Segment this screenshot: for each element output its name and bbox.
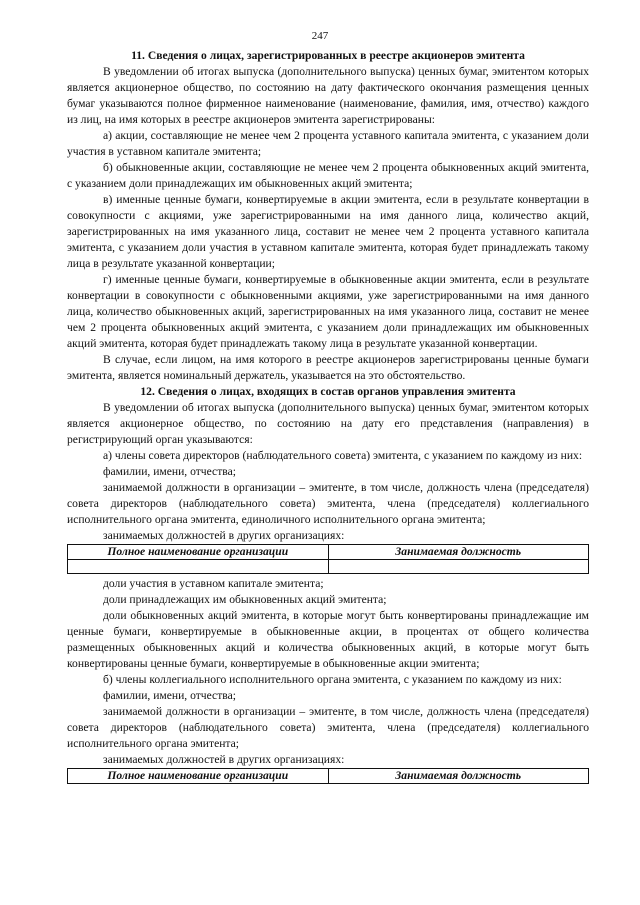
- paragraph: доли участия в уставном капитале эмитента;: [103, 577, 324, 590]
- paragraph: а) акции, составляющие не менее чем 2 процента уставного капитала эмитента, с указанием доли участия в уставном капитале эмитента;: [67, 129, 589, 158]
- paragraph: В уведомлении об итогах выпуска (дополнительного выпуска) ценных бумаг, эмитентом которых является акционерное общество, по состоянию на дату его представления (направления) в регистрирующий орган указываются:: [67, 401, 589, 446]
- paragraph: занимаемой должности в организации – эмитенте, в том числе, должность члена (председателя) совета директоров (наблюдательного совета) эмитента, члена (председателя) коллегиального исполнительного органа эмитента;: [67, 705, 589, 750]
- paragraph: а) члены совета директоров (наблюдательного совета) эмитента, с указанием по каждому из них:: [103, 449, 583, 462]
- table-cell: [68, 560, 329, 574]
- paragraph: б) члены коллегиального исполнительного органа эмитента, с указанием по каждому из них:: [103, 673, 562, 686]
- paragraph: доли обыкновенных акций эмитента, в которые могут быть конвертированы принадлежащие им ценные бумаги, конвертируемые в обыкновенные акции, в процентах от общего количества размещенных обыкновенных акций и количества обыкновенных акций, в которые могут быть конвертированы ценные бумаги, конвертируемые в обыкновенные акции эмитента;: [67, 609, 589, 670]
- table-header-position: Занимаемая должность: [328, 545, 589, 560]
- table-header-row: [68, 545, 589, 560]
- table-header-organization: Полное наименование организации: [68, 545, 329, 560]
- paragraph: г) именные ценные бумаги, конвертируемые в обыкновенные акции эмитента, если в результате конвертации в совокупности с обыкновенными акциями, уже зарегистрированными на имя данного лица, количество обыкновенных акций, зарегистрированных на имя указанного лица, составит не менее чем 2 процента обыкновенных акций эмитента, с указанием доли принадлежащих им обыкновенных акций эмитента, которая будет принадлежать такому лица в результате указанной конвертации.: [67, 273, 589, 350]
- table-header-position: Занимаемая должность: [328, 769, 589, 784]
- paragraph: занимаемых должностей в других организациях:: [103, 529, 345, 542]
- paragraph: В уведомлении об итогах выпуска (дополнительного выпуска) ценных бумаг, эмитентом которых является акционерное общество, по состоянию на дату фактического окончания размещения ценных бумаг указываются полное фирменное наименование (наименование, фамилия, имя, отчество) каждого из лиц, на имя которых в реестре акционеров эмитента зарегистрированы:: [67, 65, 589, 126]
- paragraph: занимаемой должности в организации – эмитенте, в том числе, должность члена (председателя) совета директоров (наблюдательного совета) эмитента, члена (председателя) коллегиального исполнительного органа эмитента, единоличного исполнительного органа эмитента;: [67, 481, 589, 526]
- paragraph: доли принадлежащих им обыкновенных акций эмитента;: [103, 593, 387, 606]
- paragraph: б) обыкновенные акции, составляющие не менее чем 2 процента обыкновенных акций эмитента, с указанием доли принадлежащих им обыкновенных акций эмитента;: [67, 161, 589, 190]
- paragraph: фамилии, имени, отчества;: [103, 689, 236, 702]
- section-12-heading: 12. Сведения о лицах, входящих в состав органов управления эмитента: [140, 385, 516, 398]
- paragraph: В случае, если лицом, на имя которого в реестре акционеров зарегистрированы ценные бумаги эмитента, является номинальный держатель, указывается на это обстоятельство.: [67, 353, 589, 382]
- positions-table-2: [67, 768, 589, 784]
- table-header-row: [68, 769, 589, 784]
- paragraph: фамилии, имени, отчества;: [103, 465, 236, 478]
- paragraph: занимаемых должностей в других организациях:: [103, 753, 345, 766]
- paragraph: в) именные ценные бумаги, конвертируемые в акции эмитента, если в результате конвертации в совокупности с акциями, уже зарегистрированными на имя данного лица, количество акций, зарегистрированных на имя указанного лица, составит не менее чем 2 процента уставного капитала эмитента, с указанием доли участия в уставном капитале эмитента, которая будет принадлежать такому лица в результате указанной конвертации;: [67, 193, 589, 270]
- page-body: [67, 48, 589, 784]
- positions-table: [67, 544, 589, 574]
- table-header-organization: Полное наименование организации: [68, 769, 329, 784]
- table-row: [68, 560, 589, 574]
- page-number: 247: [311, 30, 329, 42]
- section-11-heading: 11. Сведения о лицах, зарегистрированных в реестре акционеров эмитента: [131, 49, 525, 62]
- table-cell: [328, 560, 589, 574]
